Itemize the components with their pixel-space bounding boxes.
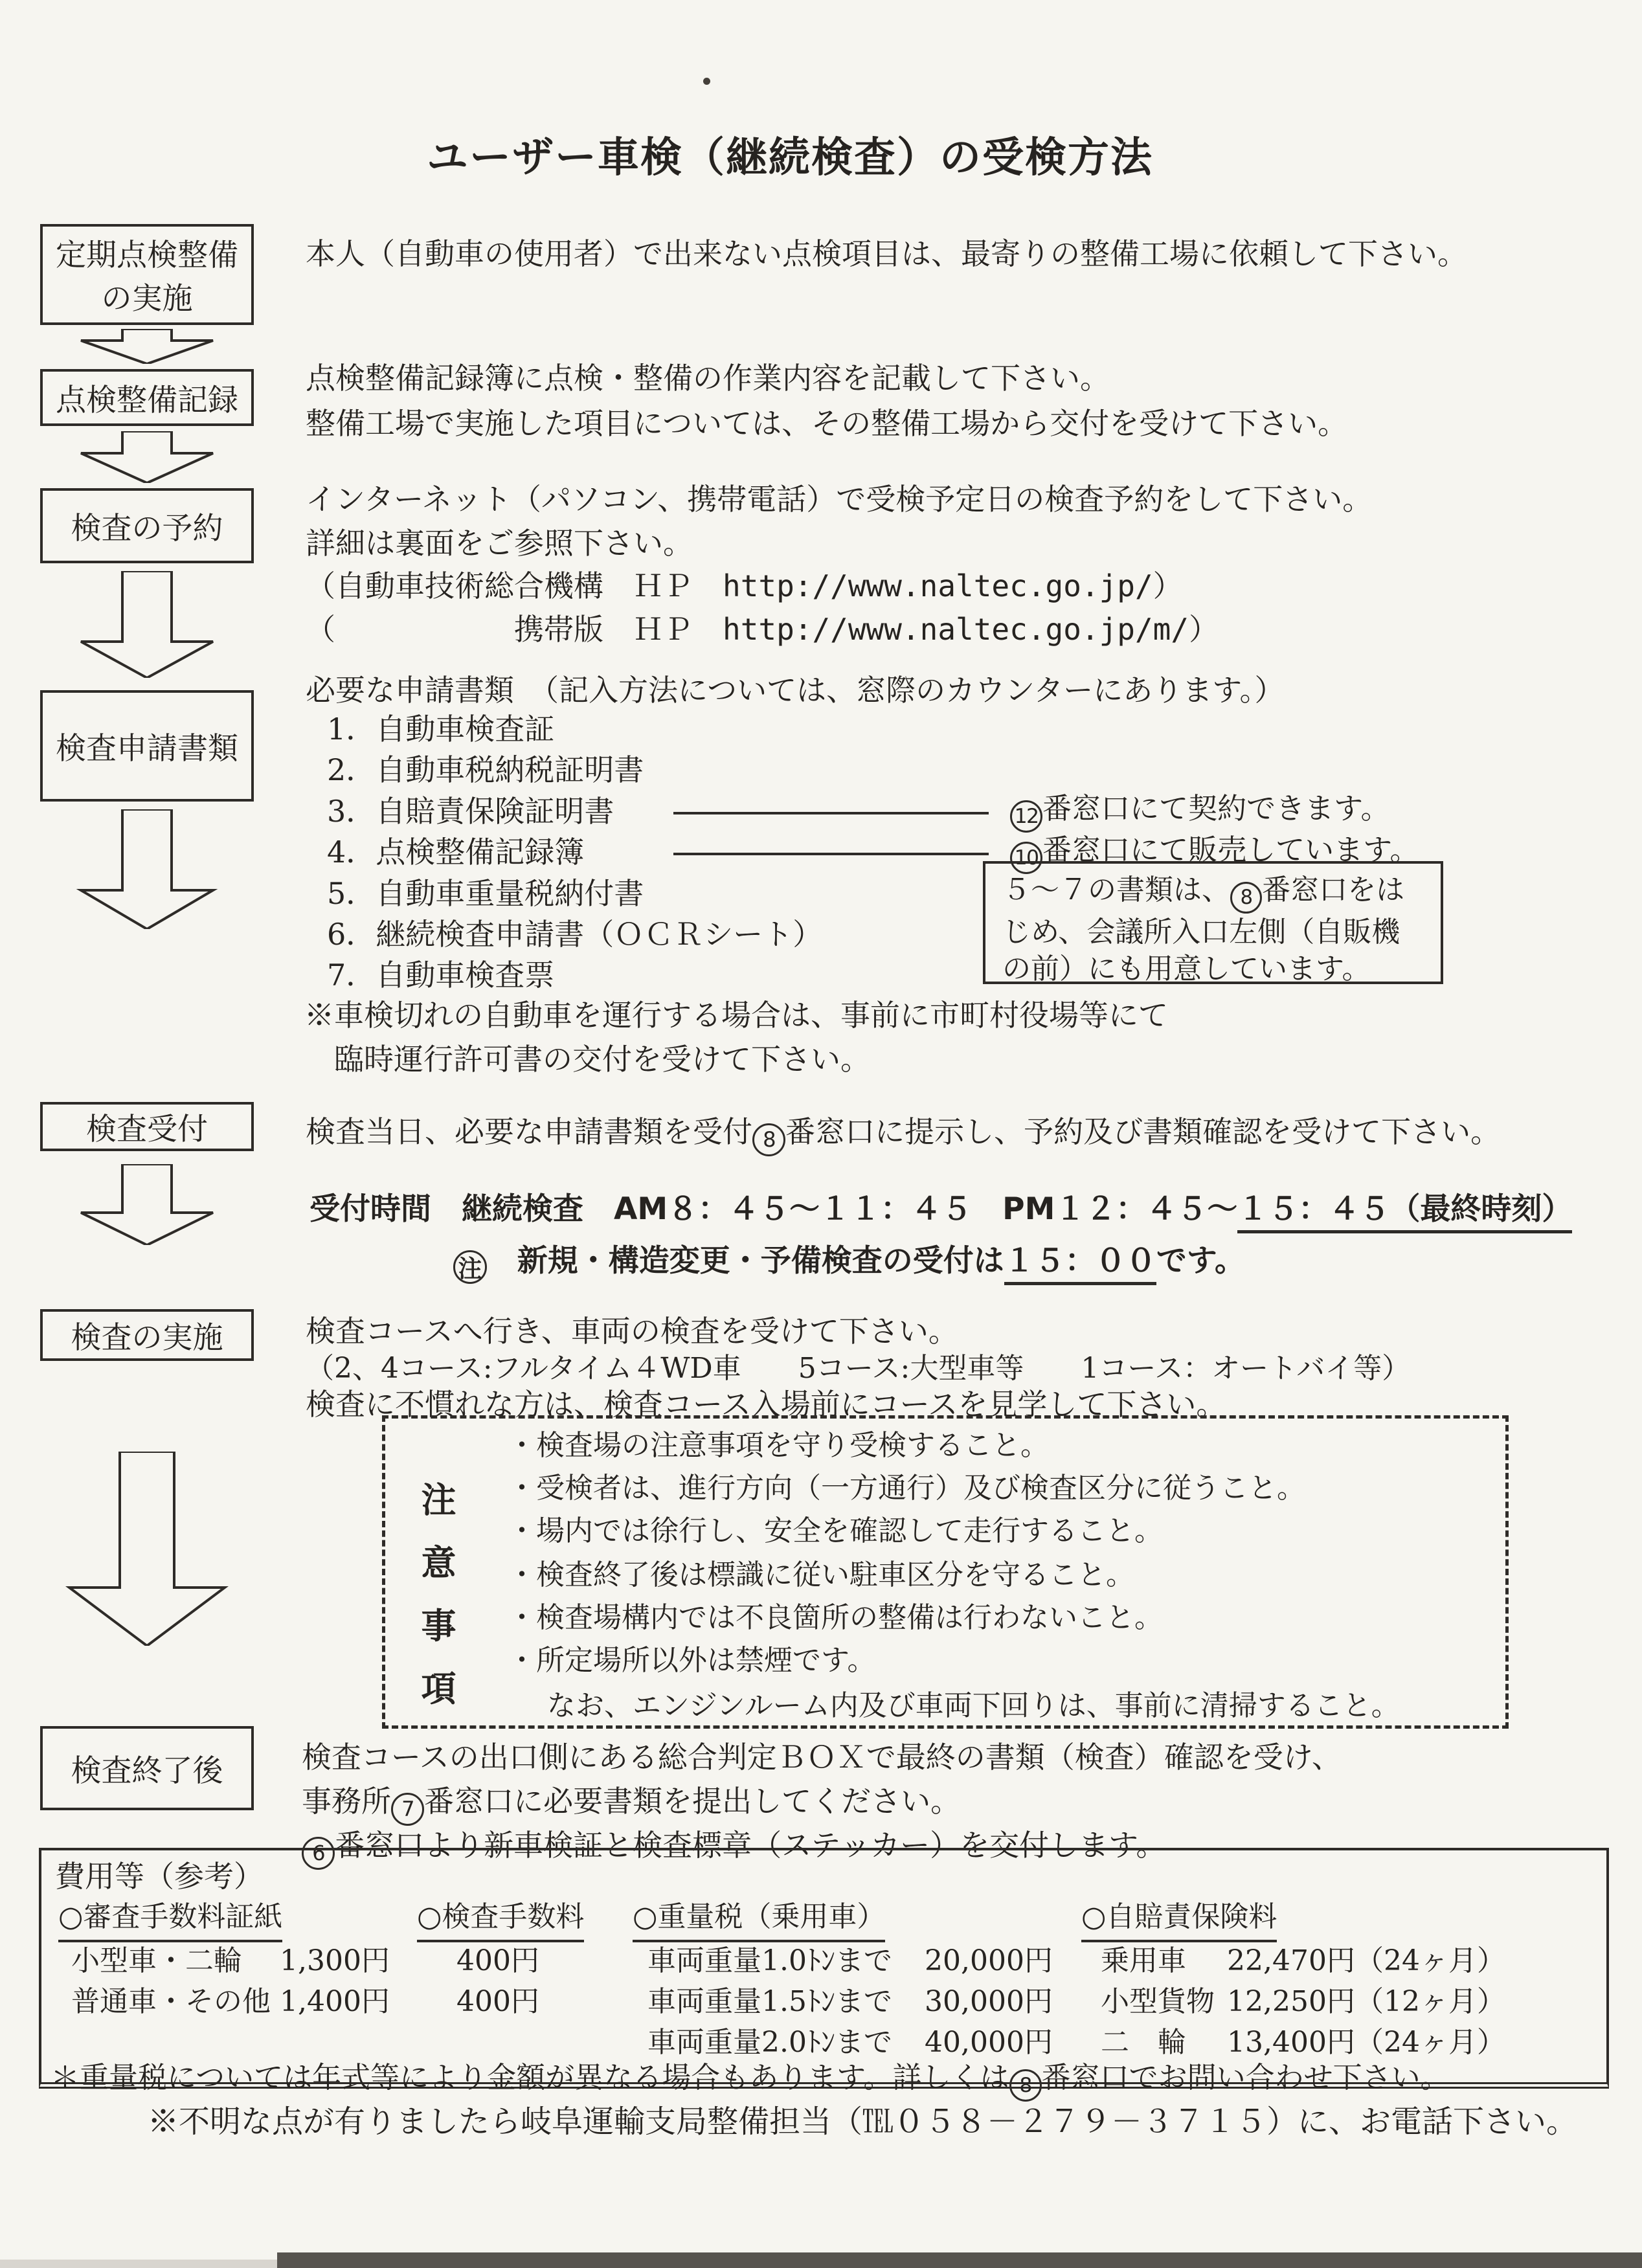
record-paragraph-line2: 整備工場で実施した項目については、その整備工場から交付を受けて下さい。: [306, 406, 1348, 441]
completion-paragraph-line2: [302, 1778, 960, 1826]
hours-deadline-underlined: １５：４５（最終時刻）: [1237, 1191, 1572, 1233]
circled-number-8: 8: [1009, 2069, 1042, 2102]
flow-step-inspection-reception: [40, 1102, 254, 1151]
scan-edge-artifact: [277, 2252, 1642, 2268]
hp-close: ）: [1189, 612, 1219, 647]
fee-cell: 乗用車: [1101, 1944, 1186, 1977]
expired-shaken-warning-line2: 臨時運行許可書の交付を受けて下さい。: [334, 1042, 870, 1077]
scan-edge-artifact: [0, 2260, 278, 2268]
page-footer-contact: ※不明な点が有りましたら岐阜運輸支局整備担当（℡０５８－２７９－３７１５）に、お電話下さい。: [148, 2104, 1578, 2140]
fee-note-text: ＊重量税については年式等により金額が異なる場合もあります。詳しくは: [51, 2060, 1009, 2094]
fee-cell: 30,000円: [925, 1985, 1053, 2018]
completion-text: 番窓口より新車検証と検査標章（ステッカー）を交付します。: [335, 1828, 1166, 1863]
fee-cell: 12,250円（12ヶ月）: [1227, 1985, 1505, 2018]
flow-step-maintenance-record: [40, 369, 254, 426]
down-arrow-icon: [50, 1452, 244, 1646]
flow-step-label: 検査受付: [86, 1111, 208, 1147]
flow-step-label: 定期点検整備: [56, 238, 238, 273]
annotation-text: 番窓口にて販売しています。: [1042, 833, 1419, 867]
flow-step-label: の実施: [101, 281, 193, 317]
caution-item: ・検査終了後は標識に従い駐車区分を守ること。: [508, 1558, 1134, 1591]
note-text: 新規・構造変更・予備検査の受付は: [486, 1243, 1004, 1279]
caution-note: なお、エンジンルーム内及び車両下回りは、事前に清掃すること。: [547, 1689, 1400, 1722]
fee-col1-header: ○審査手数料証紙: [58, 1893, 282, 1942]
flow-step-label: 検査の予約: [71, 510, 223, 546]
completion-paragraph-line1: 検査コースの出口側にある総合判定ＢＯＸで最終の書類（検査）確認を受け、: [302, 1740, 1342, 1775]
maintenance-paragraph: 本人（自動車の使用者）で出来ない点検項目は、最寄りの整備工場に依頼して下さい。: [306, 236, 1467, 271]
naltec-mobile-hp-line: [306, 606, 1219, 649]
document-list-item: 5．自動車重量税納付書: [327, 876, 644, 911]
reservation-paragraph-line1: インターネット（パソコン、携帯電話）で受検予定日の検査予約をして下さい。: [306, 482, 1373, 517]
document-list-item: 2．自動車税納税証明書: [327, 752, 644, 787]
flow-step-label: 点検整備記録: [56, 382, 238, 418]
flow-step-application-documents: [40, 690, 254, 802]
note-text: 番窓口をは: [1262, 873, 1405, 906]
flow-step-label: 検査終了後: [71, 1753, 223, 1789]
hp-url: http://www.naltec.go.jp/: [723, 568, 1153, 603]
window12-annotation: [1010, 785, 1390, 833]
document-list-item: 4．点検整備記録簿: [327, 835, 585, 870]
document-list-item: 6．継続検査申請書（ＯＣＲシート）: [327, 917, 823, 952]
note-box-line1: [1002, 871, 1441, 914]
note-box-line2: じめ、会議所入口左側（自販機: [1002, 915, 1400, 949]
flow-step-label: 検査申請書類: [56, 730, 238, 767]
down-arrow-icon: [63, 1164, 231, 1245]
note-time-underlined: １５：００: [1004, 1243, 1156, 1285]
leader-line: [673, 853, 989, 855]
hp-label: （自動車技術総合機構 ＨＰ: [306, 568, 723, 603]
document-list-item: 1．自動車検査証: [327, 712, 555, 747]
fee-note: [51, 2054, 1450, 2102]
document-list-item: 7．自動車検査票: [327, 958, 555, 993]
fee-cell: 小型車・二輪: [71, 1944, 242, 1977]
circled-number-10: 10: [1010, 842, 1042, 874]
expired-shaken-warning-line1: ※車検切れの自動車を運行する場合は、事前に市町村役場等にて: [304, 998, 1168, 1033]
naltec-hp-line: [306, 563, 1183, 605]
note-text: です。: [1156, 1243, 1246, 1279]
fee-cell: 22,470円（24ヶ月）: [1227, 1944, 1505, 1977]
reservation-paragraph-line2: 詳細は裏面をご参照下さい。: [306, 526, 693, 561]
caution-item: ・検査場の注意事項を守り受検すること。: [508, 1429, 1049, 1462]
caution-item: ・検査場構内では不良箇所の整備は行わないこと。: [508, 1601, 1163, 1634]
caution-vertical-label: 注意事項: [416, 1481, 457, 1733]
fee-cell: 400円: [456, 1985, 539, 2018]
inspection-course-legend: （2、4コース:フルタイム４WD車 5コース:大型車等 1コース：オートバイ等）: [306, 1352, 1411, 1385]
flow-step-after-inspection: [40, 1726, 254, 1810]
fee-note-text: 番窓口でお問い合わせ下さい。: [1041, 2060, 1450, 2094]
reception-note-line: [453, 1237, 1245, 1284]
fee-cell: 車両重量2.0ﾄﾝまで: [647, 2026, 892, 2059]
reception-hours-line: [309, 1185, 1572, 1228]
fee-cell: 小型貨物: [1101, 1985, 1215, 2018]
hp-label: （ 携帯版 ＨＰ: [306, 612, 723, 647]
completion-text: 番窓口に必要書類を提出してください。: [424, 1784, 961, 1819]
note-text: ５～７の書類は、: [1002, 873, 1230, 906]
fee-cell: 普通車・その他: [71, 1985, 271, 2018]
caution-item: ・場内では徐行し、安全を確認して走行すること。: [508, 1514, 1163, 1547]
annotation-text: 番窓口にて契約できます。: [1042, 791, 1390, 825]
fee-cell: 車両重量1.5ﾄﾝまで: [647, 1985, 892, 2018]
fee-cell: 40,000円: [925, 2026, 1053, 2059]
fee-col4-header: ○自賠責保険料: [1081, 1893, 1277, 1942]
fee-cell: 1,400円: [280, 1985, 390, 2018]
record-paragraph-line1: 点検整備記録簿に点検・整備の作業内容を記載して下さい。: [306, 361, 1110, 396]
page-title: ユーザー車検（継続検査）の受検方法: [427, 133, 1153, 182]
circled-number-12: 12: [1010, 800, 1042, 833]
note-box-line3: の前）にも用意しています。: [1002, 952, 1371, 985]
fee-col2-header: ○検査手数料: [417, 1893, 584, 1942]
hp-close: ）: [1153, 568, 1183, 603]
documents-heading: 必要な申請書類 （記入方法については、窓際のカウンターにあります。）: [306, 673, 1285, 708]
circled-number-7: 7: [391, 1793, 424, 1826]
flow-step-reservation: [40, 488, 254, 563]
fee-cell: 13,400円（24ヶ月）: [1227, 2026, 1505, 2059]
inspection-paragraph-line3: 検査に不慣れな方は、検査コース入場前にコースを見学して下さい。: [306, 1387, 1226, 1422]
down-arrow-icon: [63, 431, 231, 483]
fee-cell: 1,300円: [280, 1944, 390, 1977]
leader-line: [673, 812, 989, 814]
documents-5-7-note-box: [983, 861, 1443, 984]
circled-number-8: 8: [1230, 882, 1262, 914]
flow-step-label: 検査の実施: [71, 1319, 223, 1356]
hp-url: http://www.naltec.go.jp/m/: [723, 612, 1189, 647]
reception-paragraph: [306, 1108, 1500, 1156]
circled-number-8: 8: [752, 1123, 785, 1156]
completion-text: 事務所: [302, 1784, 391, 1819]
down-arrow-icon: [63, 809, 231, 929]
document-list-item: 3．自賠責保険証明書: [327, 794, 614, 829]
fee-col3-header: ○重量税（乗用車）: [633, 1893, 885, 1942]
fee-table-title: 費用等（参考）: [55, 1859, 264, 1894]
inspection-paragraph-line1: 検査コースへ行き、車両の検査を受けて下さい。: [306, 1314, 958, 1349]
caution-item: ・所定場所以外は禁煙です。: [508, 1644, 876, 1677]
fee-cell: 400円: [456, 1944, 539, 1977]
circled-chu-icon: 注: [453, 1250, 487, 1284]
caution-item: ・受検者は、進行方向（一方通行）及び検査区分に従うこと。: [508, 1472, 1305, 1505]
fee-cell: 20,000円: [925, 1944, 1053, 1977]
down-arrow-icon: [63, 571, 231, 678]
reception-text: 検査当日、必要な申請書類を受付: [306, 1114, 752, 1149]
reception-text: 番窓口に提示し、予約及び書類確認を受けて下さい。: [785, 1114, 1501, 1149]
flow-step-periodic-maintenance: [40, 224, 254, 325]
fee-cell: 車両重量1.0ﾄﾝまで: [647, 1944, 892, 1977]
fee-cell: 二 輪: [1101, 2026, 1186, 2059]
down-arrow-icon: [63, 329, 231, 364]
circled-number-6: 6: [302, 1837, 335, 1870]
flow-step-inspection-execution: [40, 1309, 254, 1361]
scan-speck: [703, 78, 710, 85]
hours-text: 受付時間 継続検査 AM８：４５～１１：４５ PM１２：４５～: [309, 1191, 1238, 1227]
